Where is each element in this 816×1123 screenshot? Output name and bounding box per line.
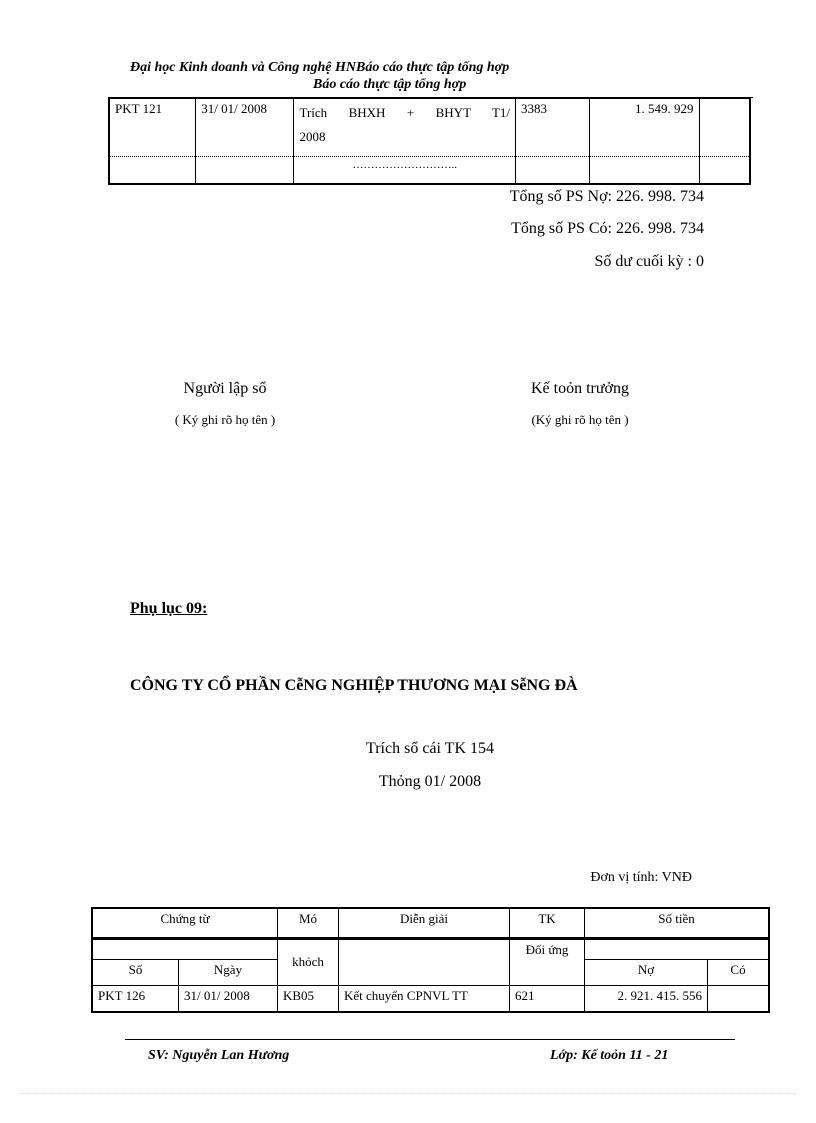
signature-left-sub: ( Ký ghi rõ họ tên ) — [174, 412, 276, 427]
header-co: Có — [708, 960, 770, 986]
dien-giai-line-2: 2008 — [299, 129, 326, 144]
header-line-1: Đại học Kinh doanh và Công nghệ HNBáo cáo thực tập tổng hợp — [130, 60, 510, 75]
header-line-2: Báo cáo thực tập tổng hợp — [313, 77, 467, 92]
row-no: 2. 921. 415. 556 — [585, 986, 708, 1012]
ending-balance: Số dư cuối kỳ : 0 — [594, 253, 704, 270]
cell-co — [699, 98, 750, 156]
header-chung-tu: Chứng từ — [92, 908, 278, 938]
ledger-month: Thỏng 01/ 2008 — [378, 773, 482, 790]
header-ma-2: khỏch — [278, 938, 339, 986]
header-so-tien: Số tiền — [585, 908, 770, 938]
footer-class: Lớp: Kế toỏn 11 - 21 — [550, 1048, 669, 1063]
header-row-2 — [92, 938, 769, 960]
table-row — [109, 98, 750, 156]
row-dien-giai: Kết chuyển CPNVL TT — [339, 986, 510, 1012]
total-no: Tổng số PS Nợ: 226. 998. 734 — [509, 188, 704, 205]
row-ma: KB05 — [278, 986, 339, 1012]
currency-unit: Đơn vị tính: VNĐ — [590, 870, 692, 885]
dien-giai-line-1: Trích BHXH + BHYT T1/ — [299, 105, 511, 120]
row-so: PKT 126 — [92, 986, 179, 1012]
total-co: Tổng số PS Có: 226. 998. 734 — [511, 220, 704, 237]
header-row-1 — [92, 908, 769, 938]
header-tk: TK — [510, 908, 585, 938]
signature-left-title: Người lập sổ — [183, 380, 267, 397]
top-ledger-table — [108, 97, 751, 185]
header-ma: Mó — [278, 908, 339, 938]
cell-tk: 3383 — [516, 98, 590, 156]
row-co — [708, 986, 770, 1012]
cell-ngay: 31/ 01/ 2008 — [196, 98, 294, 156]
row-tk: 621 — [510, 986, 585, 1012]
header-no: Nợ — [585, 960, 708, 986]
header-tk-2: Đối ứng — [510, 938, 585, 960]
footer-student: SV: Nguyễn Lan Hương — [148, 1048, 290, 1063]
company-name: CÔNG TY CỔ PHẦN CễNG NGHIỆP THƯƠNG MẠI SễNG ĐÀ — [130, 677, 578, 694]
ledger-title: Trích sổ cái TK 154 — [366, 740, 494, 757]
signature-right-sub: (Ký ghi rõ họ tên ) — [531, 412, 629, 427]
table-row — [92, 986, 769, 1012]
table-row — [109, 156, 750, 184]
footer-divider — [125, 1039, 735, 1040]
cell-so-tien: 1. 549. 929 — [589, 98, 699, 156]
header-dien-giai: Diễn giải — [339, 908, 510, 938]
signature-right-title: Kế toỏn trưởng — [530, 380, 629, 397]
cell-dien-giai — [294, 98, 516, 156]
row-ngay: 31/ 01/ 2008 — [179, 986, 278, 1012]
ledger-table — [91, 907, 770, 1013]
cell-so: PKT 121 — [109, 98, 196, 156]
appendix-label: Phụ lục 09: — [130, 600, 208, 617]
header-so: Số — [92, 960, 179, 986]
page-edge — [20, 1093, 796, 1094]
header-ngay: Ngày — [179, 960, 278, 986]
dots-cell: ……………………….. — [294, 156, 516, 184]
